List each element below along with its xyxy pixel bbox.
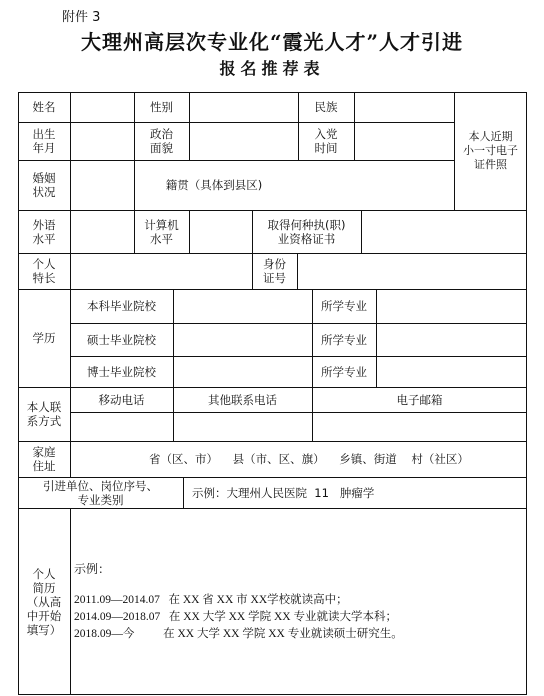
master-major-label: 所学专业	[321, 332, 367, 347]
political-status-field[interactable]	[190, 123, 297, 159]
birth-date-label: 出生 年月	[32, 127, 56, 155]
marital-status-label: 婚姻 状况	[32, 171, 56, 199]
bachelor-school-field[interactable]	[174, 290, 311, 322]
mobile-phone-label: 移动电话	[98, 392, 145, 407]
computer-level-field[interactable]	[190, 211, 251, 252]
native-place-field[interactable]	[295, 161, 453, 209]
home-address-label: 家庭 住址	[32, 445, 56, 473]
home-address-field[interactable]: 省（区、市） 县（市、区、旗） 乡镇、街道 村（社区）	[149, 452, 469, 466]
specialty-label: 个人 特长	[32, 257, 56, 285]
resume-line: 2014.09—2018.07 在 XX 大学 XX 学院 XX 专业就读大学本科；	[74, 611, 397, 623]
computer-level-label: 计算机 水平	[144, 217, 179, 246]
ethnicity-field[interactable]	[355, 93, 453, 121]
bachelor-major-label: 所学专业	[321, 299, 367, 313]
grid-line	[18, 508, 527, 509]
resume-line: 2018.09—今 在 XX 大学 XX 学院 XX 专业就读硕士研究生。	[74, 628, 403, 640]
resume-line: 2011.09—2014.07 在 XX 省 XX 市 XX学校就读高中；	[74, 594, 348, 606]
other-phone-field[interactable]	[174, 413, 311, 440]
master-school-field[interactable]	[174, 324, 311, 355]
birth-date-field[interactable]	[71, 123, 133, 159]
gender-label: 性别	[150, 100, 173, 114]
qualification-cert-field[interactable]	[362, 211, 526, 252]
name-label: 姓名	[32, 100, 56, 114]
native-place-label: 籍贯（具体到县区)	[165, 178, 263, 192]
email-field[interactable]	[313, 413, 526, 440]
gender-field[interactable]	[190, 93, 297, 121]
doctor-school-label: 博士毕业院校	[87, 364, 156, 379]
education-label: 学历	[32, 331, 56, 345]
foreign-language-label: 外语 水平	[32, 217, 56, 246]
name-field[interactable]	[71, 93, 133, 121]
target-unit-field[interactable]: 示例：大理州人民医院 11 肿瘤学	[192, 485, 375, 500]
party-join-date-field[interactable]	[355, 123, 453, 159]
master-school-label: 硕士毕业院校	[87, 332, 156, 347]
bachelor-school-label: 本科毕业院校	[87, 299, 156, 313]
contact-label: 本人联 系方式	[26, 400, 62, 428]
doctor-major-label: 所学专业	[321, 364, 367, 379]
resume-label: 个人 简历 （从高 中开始 填写）	[26, 566, 62, 637]
bachelor-major-field[interactable]	[377, 290, 526, 322]
mobile-phone-field[interactable]	[71, 413, 172, 440]
party-join-date-label: 入党 时间	[314, 127, 338, 155]
email-label: 电子邮箱	[396, 392, 443, 407]
target-unit-label: 引进单位、岗位序号、 专业类别	[43, 478, 158, 507]
form-title: 大理州高层次专业化“霞光人才”人才引进	[80, 30, 463, 54]
id-number-label: 身份 证号	[263, 257, 286, 285]
ethnicity-label: 民族	[314, 100, 338, 114]
form-subtitle: 报名推荐表	[219, 59, 325, 78]
resume-example-label: 示例：	[74, 562, 111, 576]
master-major-field[interactable]	[377, 324, 526, 355]
qualification-cert-label: 取得何种执(职) 业资格证书	[267, 217, 346, 246]
other-phone-label: 其他联系电话	[208, 392, 277, 407]
foreign-language-field[interactable]	[71, 211, 133, 252]
specialty-field[interactable]	[71, 254, 251, 288]
marital-status-field[interactable]	[71, 161, 133, 209]
doctor-school-field[interactable]	[174, 357, 311, 386]
doctor-major-field[interactable]	[377, 357, 526, 386]
photo-placeholder[interactable]: 本人近期 小一寸电子 证件照	[463, 130, 518, 171]
political-status-label: 政治 面貌	[150, 127, 173, 155]
grid-line	[70, 508, 71, 695]
id-number-field[interactable]	[298, 254, 526, 288]
attachment-label: 附件 3	[62, 10, 101, 25]
